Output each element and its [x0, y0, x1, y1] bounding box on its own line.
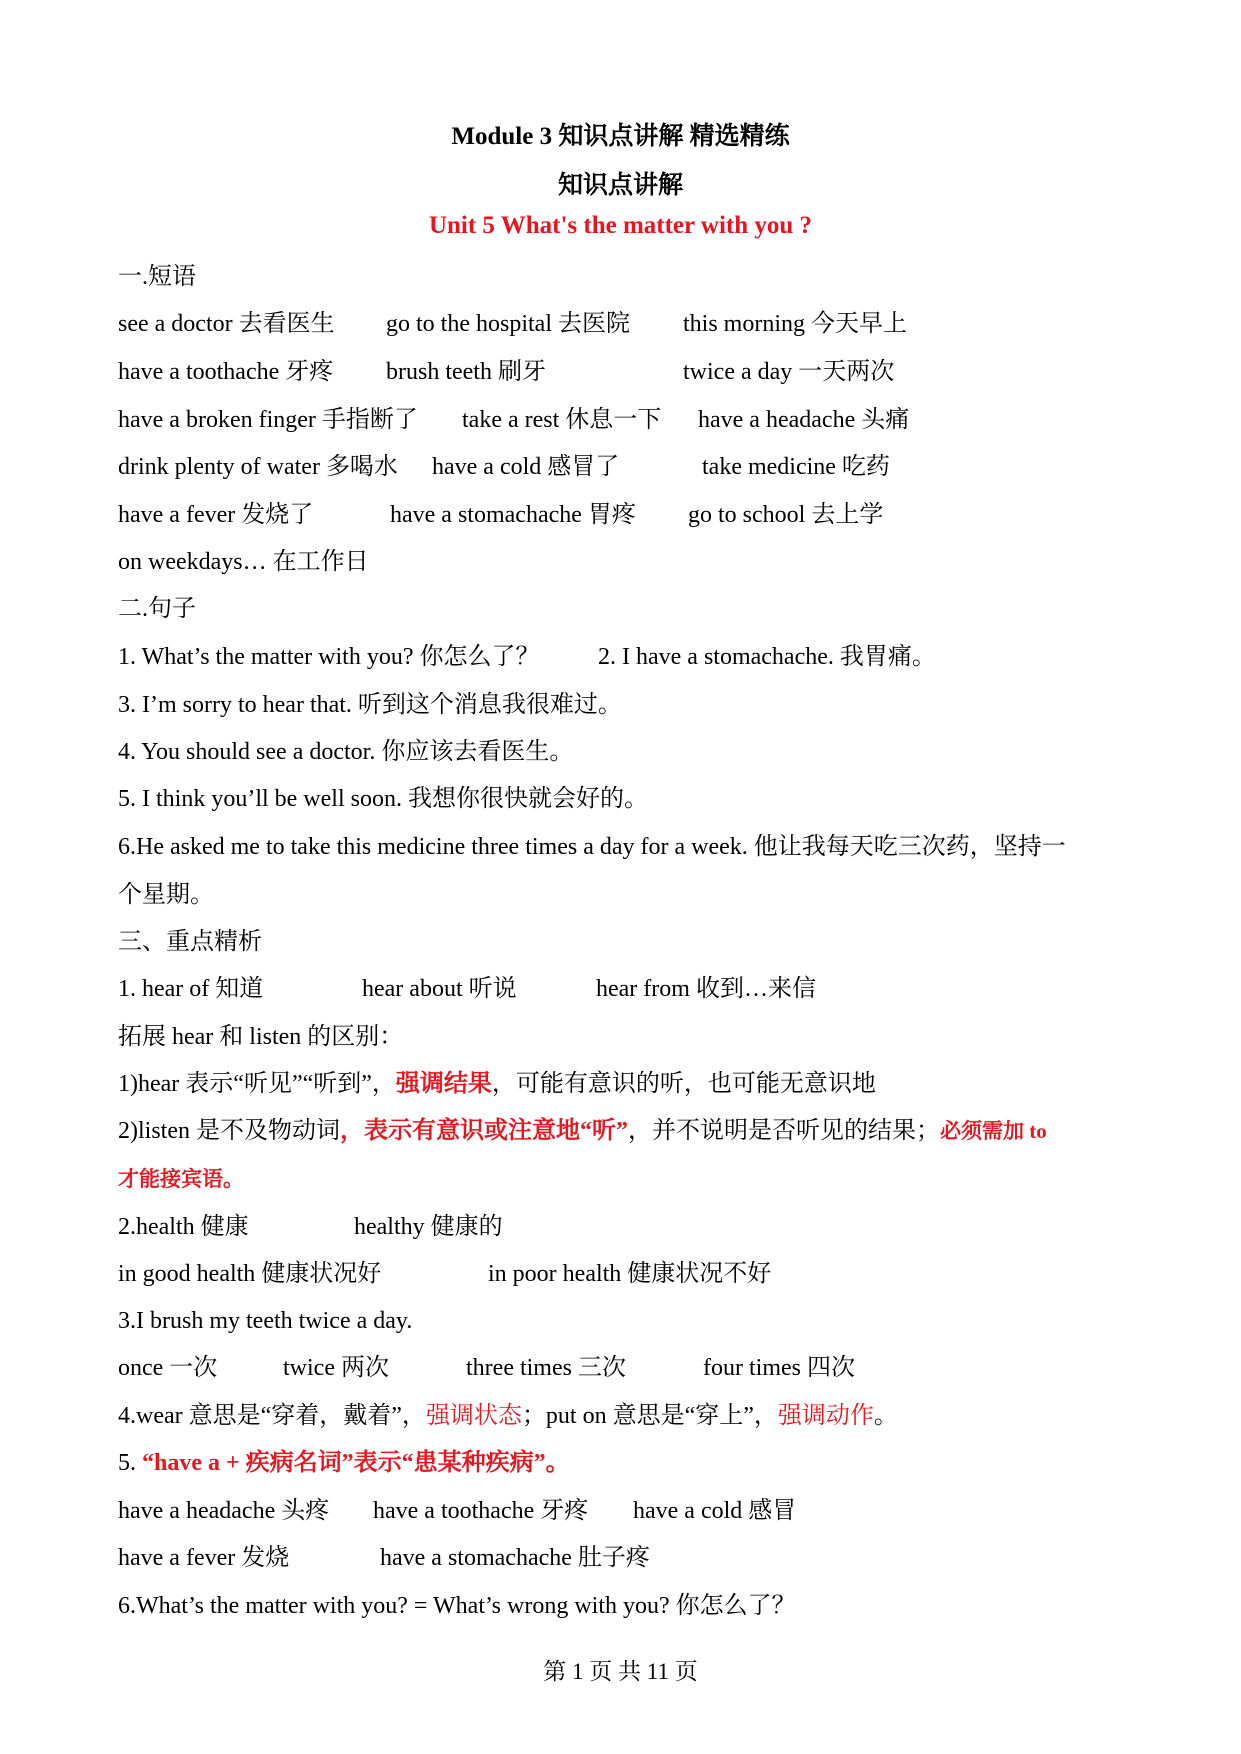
point-item: in good health 健康状况好	[118, 1261, 382, 1287]
phrase-item: go to the hospital 去医院	[386, 311, 630, 337]
phrase-item: have a fever 发烧了	[118, 502, 314, 528]
sentence-item: 5. I think you’ll be well soon. 我想你很快就会好的。	[118, 786, 648, 812]
text-span: ，并不说明是否听见的结果；	[628, 1118, 940, 1144]
section-heading-analysis: 三、重点精析	[118, 929, 262, 955]
phrase-item: have a headache 头痛	[698, 407, 910, 433]
point-item: have a stomachache 肚子疼	[380, 1545, 650, 1571]
point-item: hear from 收到…来信	[596, 976, 816, 1002]
sentence-item: 6.He asked me to take this medicine three times a day for a week. 他让我每天吃三次药，坚持一	[118, 834, 1066, 860]
point-row	[118, 1259, 1118, 1289]
point-item: have a cold 感冒	[633, 1498, 797, 1524]
extension-note: 拓展 hear 和 listen 的区别：	[118, 1024, 404, 1050]
phrase-item: have a cold 感冒了	[432, 454, 620, 480]
document-subtitle: 知识点讲解	[557, 172, 683, 199]
phrase-item: twice a day 一天两次	[683, 359, 895, 385]
phrase-item: see a doctor 去看医生	[118, 311, 335, 337]
phrase-row	[118, 500, 1118, 530]
phrase-item: go to school 去上学	[688, 502, 884, 528]
listen-explanation	[118, 1116, 1047, 1146]
phrase-row	[118, 452, 1118, 482]
emphasis-text: “have a + 疾病名词”表示“患某种疾病”。	[142, 1450, 570, 1476]
point-row	[118, 1496, 1118, 1526]
point-item: have a fever 发烧	[118, 1545, 290, 1571]
phrase-item: on weekdays… 在工作日	[118, 549, 369, 575]
text-span: 。	[873, 1403, 898, 1429]
wear-explanation	[118, 1401, 898, 1431]
point-row	[118, 1353, 1118, 1383]
sentence-row	[118, 642, 1118, 672]
phrase-item: have a broken finger 手指断了	[118, 407, 418, 433]
phrase-item: brush teeth 刷牙	[386, 359, 546, 385]
sentence-item: 1. What’s the matter with you? 你怎么了？	[118, 644, 540, 670]
phrase-row	[118, 357, 1118, 387]
point-item: have a headache 头疼	[118, 1498, 330, 1524]
point-item: have a toothache 牙疼	[373, 1498, 589, 1524]
point-item: in poor health 健康状况不好	[488, 1261, 772, 1287]
point-item: 3.I brush my teeth twice a day.	[118, 1308, 413, 1334]
text-span: 4.wear 意思是“穿着，戴着”，	[118, 1403, 426, 1429]
emphasis-text: 强调动作	[777, 1403, 874, 1429]
document-title: Module 3 知识点讲解 精选精练	[451, 123, 790, 150]
emphasis-text: 强调状态	[425, 1403, 522, 1429]
section-heading-sentences: 二.句子	[118, 596, 196, 622]
unit-title: Unit 5 What's the matter with you ?	[428, 212, 813, 239]
point-row	[118, 974, 1118, 1004]
point-row	[118, 1212, 1118, 1242]
point-item: 2.health 健康	[118, 1214, 249, 1240]
sentence-item: 个星期。	[118, 882, 214, 908]
phrase-item: take medicine 吃药	[702, 454, 890, 480]
emphasis-text: 才能接宾语。	[118, 1167, 244, 1191]
text-span: 2)listen 是不及物动词	[118, 1118, 340, 1144]
sentence-item: 3. I’m sorry to hear that. 听到这个消息我很难过。	[118, 692, 622, 718]
text-span: 5.	[118, 1450, 142, 1476]
section-heading-phrases: 一.短语	[118, 264, 196, 290]
sentence-item: 4. You should see a doctor. 你应该去看医生。	[118, 739, 574, 765]
point-item: healthy 健康的	[354, 1214, 503, 1240]
phrase-item: this morning 今天早上	[683, 311, 908, 337]
point-item: once 一次	[118, 1355, 218, 1381]
emphasis-text: 强调结果	[395, 1071, 492, 1097]
phrase-row	[118, 309, 1118, 339]
sentence-item: 2. I have a stomachache. 我胃痛。	[598, 644, 936, 670]
text-span: ；put on 意思是“穿上”，	[521, 1403, 778, 1429]
point-item: 1. hear of 知道	[118, 976, 264, 1002]
phrase-item: have a toothache 牙疼	[118, 359, 334, 385]
text-span: 1)hear 表示“听见”“听到”，	[118, 1071, 396, 1097]
point-item: three times 三次	[466, 1355, 626, 1381]
point-item: hear about 听说	[362, 976, 517, 1002]
illness-rule	[118, 1448, 570, 1478]
point-row	[118, 1543, 1118, 1573]
phrase-item: drink plenty of water 多喝水	[118, 454, 398, 480]
emphasis-text: 必须需加 to	[940, 1119, 1047, 1143]
phrase-item: take a rest 休息一下	[462, 407, 662, 433]
text-span: ，可能有意识的听，也可能无意识地	[491, 1071, 876, 1097]
point-item: 6.What’s the matter with you? = What’s wrong with you? 你怎么了？	[118, 1593, 796, 1619]
point-item: twice 两次	[283, 1355, 389, 1381]
hear-explanation	[118, 1069, 876, 1099]
page-footer: 第 1 页 共 11 页	[543, 1659, 698, 1684]
emphasis-text: ，表示有意识或注意地“听”	[340, 1118, 628, 1144]
phrase-item: have a stomachache 胃疼	[390, 502, 636, 528]
point-item: four times 四次	[703, 1355, 855, 1381]
phrase-row	[118, 405, 1118, 435]
